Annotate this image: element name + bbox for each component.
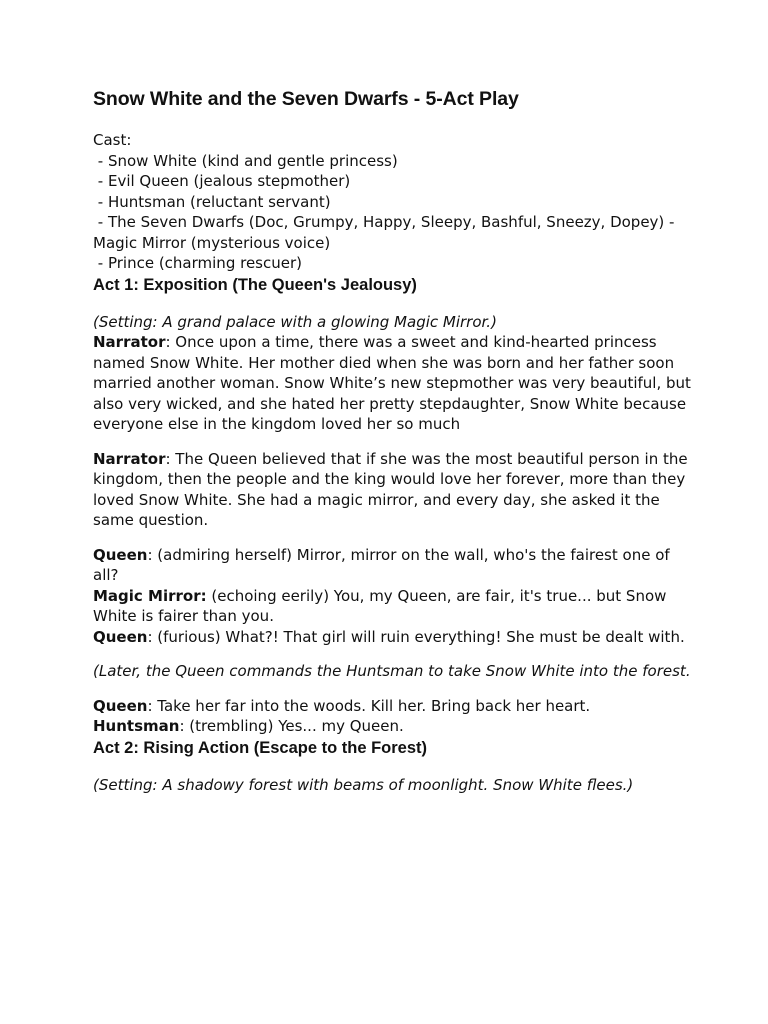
speaker-name: Queen (93, 627, 148, 646)
speaker-name: Queen (93, 545, 148, 564)
cast-item-snow-white: - Snow White (kind and gentle princess) (93, 151, 398, 170)
dialogue-text: (echoing eerily) You, my Queen, are fair, it's true... but Snow White is fairer than you. (93, 586, 667, 625)
speaker-name: Magic Mirror: (93, 586, 207, 605)
speaker-name: Huntsman (93, 717, 180, 735)
huntsman-line (93, 716, 693, 737)
speaker-name: Narrator (93, 449, 166, 468)
act-1-heading: Act 1: Exposition (The Queen's Jealousy) (93, 275, 417, 294)
cast-list (93, 130, 693, 274)
document-title: Snow White and the Seven Dwarfs - 5-Act Play (93, 88, 519, 110)
narrator-paragraph-2 (93, 449, 693, 531)
narrator-paragraph-1 (93, 332, 693, 435)
dialogue-text: : (admiring herself) Mirror, mirror on the wall, who's the fairest one of all? (93, 545, 670, 584)
dialogue-text: : Take her far into the woods. Kill her. Bring back her heart. (147, 696, 591, 715)
cast-item-huntsman: - Huntsman (reluctant servant) (93, 192, 331, 211)
speaker-name: Narrator (93, 333, 166, 351)
act-1-setting: (Setting: A grand palace with a glowing Magic Mirror.) (93, 312, 497, 331)
cast-label: Cast: (93, 131, 132, 149)
act-2-heading: Act 2: Rising Action (Escape to the Forest) (93, 738, 428, 757)
dialogue-text: : (trembling) Yes... my Queen. (179, 717, 404, 735)
cast-item-dwarfs-and-mirror: - The Seven Dwarfs (Doc, Grumpy, Happy, Sleepy, Bashful, Sneezy, Dopey) - Magic Mirror (mysterious voice) (93, 213, 680, 252)
speaker-name: Queen (93, 696, 148, 715)
mirror-line (93, 586, 693, 627)
dialogue-text: : (furious) What?! That girl will ruin everything! She must be dealt with. (147, 627, 685, 646)
act-2-setting: (Setting: A shadowy forest with beams of moonlight. Snow White flees.) (93, 775, 634, 794)
cast-item-evil-queen: - Evil Queen (jealous stepmother) (93, 172, 351, 190)
dialogue-block-1 (93, 545, 693, 648)
dialogue-text: : Once upon a time, there was a sweet and kind-hearted princess named Snow White. Her mother died when she was born and her father soon married another woman. Snow White’s new stepmother was very beautiful, but also very wicked, and she hated her pretty stepdaughter, Snow White because everyone else in the kingdom loved her so much (93, 333, 691, 433)
dialogue-text: : The Queen believed that if she was the most beautiful person in the kingdom, then the people and the king would love her forever, more than they loved Snow White. She had a magic mirror, and every day, she asked it the same question. (93, 449, 688, 529)
queen-line-3 (93, 696, 693, 717)
queen-line-2 (93, 627, 693, 648)
act-2-body (93, 775, 693, 796)
stage-direction: (Later, the Queen commands the Huntsman to take Snow White into the forest. (93, 662, 691, 680)
act-1-body (93, 312, 693, 737)
document-page (93, 86, 693, 795)
queen-line-1 (93, 545, 693, 586)
cast-item-prince: - Prince (charming rescuer) (93, 254, 302, 272)
dialogue-block-2 (93, 696, 693, 737)
